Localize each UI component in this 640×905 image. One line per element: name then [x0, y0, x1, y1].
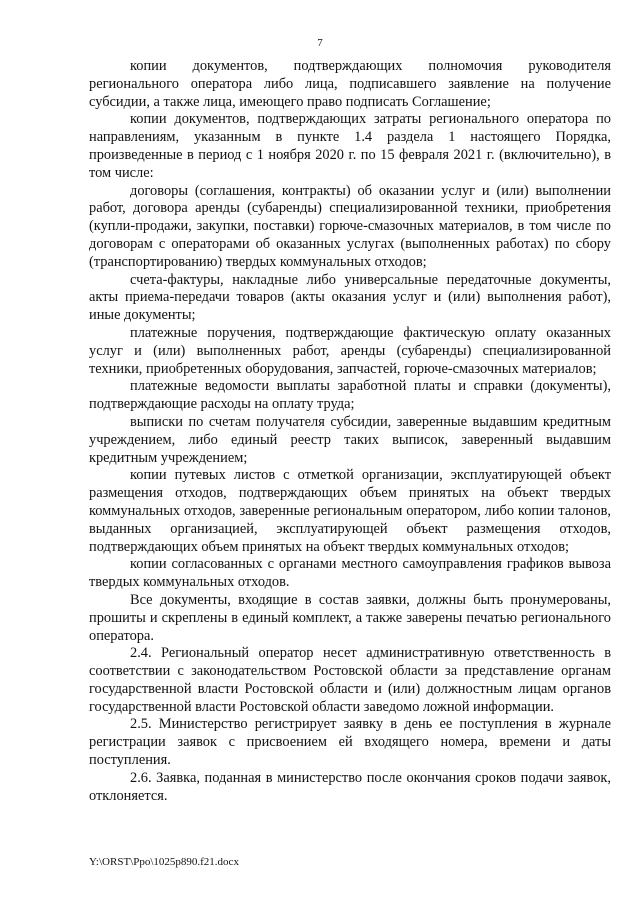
paragraph-document-binding: Все документы, входящие в состав заявки, должны быть пронумерованы, прошиты и скреплены в единый комплект, а также заверены печатью регионального оператора.	[89, 591, 611, 644]
paragraph-section-2-6: 2.6. Заявка, поданная в министерство после окончания сроков подачи заявок, отклоняется.	[89, 769, 611, 804]
paragraph-schedules: копии согласованных с органами местного самоуправления графиков вывоза твердых коммунальных отходов.	[89, 556, 611, 591]
paragraph-section-2-4: 2.4. Региональный оператор несет административную ответственность в соответствии с законодательством Ростовской области за представление органам государственной власти Ростовской области и (или) должностным лицам органов государственной власти Ростовской области заведомо ложной информации.	[89, 645, 611, 715]
paragraph-payroll: платежные ведомости выплаты заработной платы и справки (документы), подтверждающие расходы на оплату труда;	[89, 378, 611, 413]
page-number: 7	[317, 37, 323, 49]
paragraph-expense-documents: копии документов, подтверждающих затраты регионального оператора по направлениям, указанным в пункте 1.4 раздела 1 настоящего Порядка, произведенные в период с 1 ноября 2020 г. по 15 февраля 2021 г. (включительно), в том числе:	[89, 111, 611, 181]
paragraph-authority-documents: копии документов, подтверждающих полномочия руководителя регионального оператора либо лица, подписавшего заявление на получение субсидии, а также лица, имеющего право подписать Соглашение;	[89, 58, 611, 110]
paragraph-payment-orders: платежные поручения, подтверждающие фактическую оплату оказанных услуг и (или) выполненных работ, аренды (субаренды) специализированной техники, приобретенных оборудования, запчастей, горюче-смазочных материалов;	[89, 324, 611, 377]
paragraph-section-2-5: 2.5. Министерство регистрирует заявку в день ее поступления в журнале регистрации заявок с присвоением ей входящего номера, времени и даты поступления.	[89, 716, 611, 769]
document-body	[89, 58, 611, 805]
paragraph-bank-statements: выписки по счетам получателя субсидии, заверенные выдавшим кредитным учреждением, либо единый реестр таких выписок, заверенный выдавшим кредитным учреждением;	[89, 413, 611, 466]
footer-file-path: Y:\ORST\Ppo\1025p890.f21.docx	[89, 856, 239, 868]
paragraph-contracts: договоры (соглашения, контракты) об оказании услуг и (или) выполнении работ, договора аренды (субаренды) специализированной техники, приобретения (купли-продажи, закупки, поставки) горюче-смазочных материалов, в том числе по договорам с операторами об оказанных услугах (выполненных работах) по сбору (транспортированию) твердых коммунальных отходов;	[89, 182, 611, 270]
paragraph-waybills: копии путевых листов с отметкой организации, эксплуатирующей объект размещения отходов, подтверждающих объем принятых на объект твердых коммунальных отходов, заверенные региональным оператором, либо копии талонов, выданных организацией, эксплуатирующей объект размещения отходов, подтверждающих объем принятых на объект твердых коммунальных отходов;	[89, 467, 611, 555]
paragraph-invoices: счета-фактуры, накладные либо универсальные передаточные документы, акты приема-передачи товаров (акты оказания услуг и (или) выполнения работ), иные документы;	[89, 271, 611, 324]
